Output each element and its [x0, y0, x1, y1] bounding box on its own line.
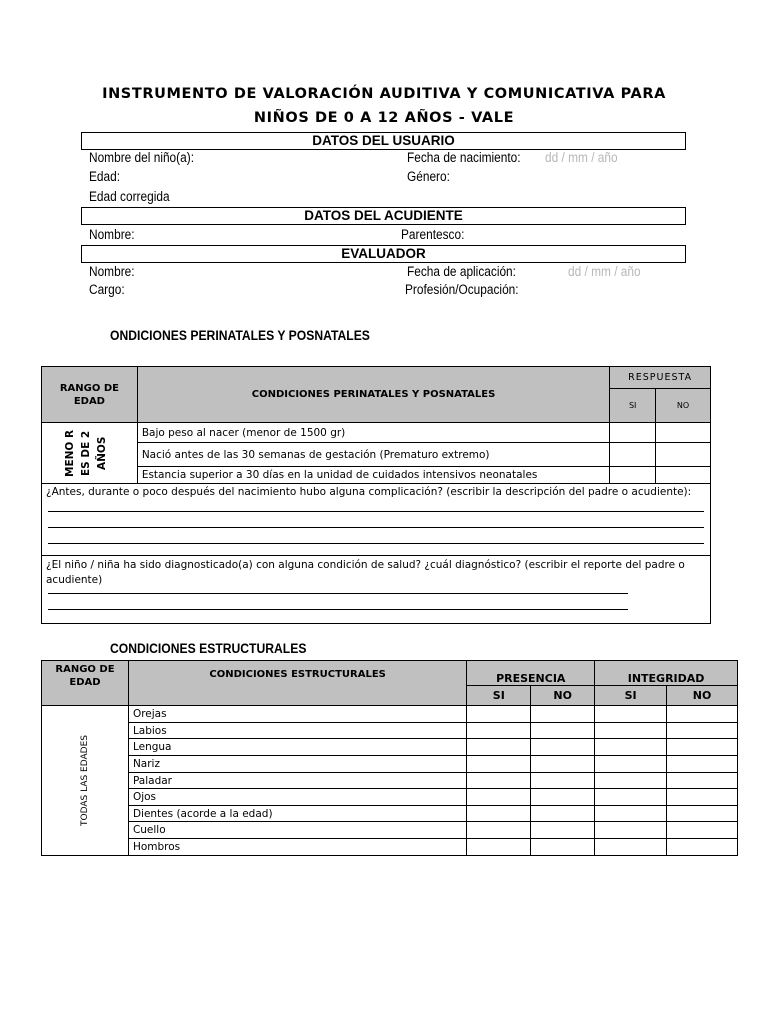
estructurales-table — [41, 660, 738, 856]
integridad-si-cell[interactable] — [595, 706, 667, 723]
integridad-si-cell[interactable] — [595, 756, 667, 773]
presencia-si-cell[interactable] — [467, 756, 531, 773]
presencia-no-cell[interactable] — [531, 706, 595, 723]
answer-no-cell[interactable] — [656, 443, 711, 467]
presencia-si-cell[interactable] — [467, 806, 531, 822]
col-no: NO — [656, 389, 711, 423]
estructura-row: Hombros — [128, 839, 466, 856]
estructura-row: Nariz — [128, 756, 466, 773]
presencia-si-cell[interactable] — [467, 723, 531, 739]
answer-no-cell[interactable] — [656, 423, 711, 443]
evaluador-nombre-label: Nombre: — [89, 264, 135, 279]
profesion-label: Profesión/Ocupación: — [405, 282, 519, 297]
integridad-si-cell[interactable] — [595, 839, 667, 856]
integridad-si-cell[interactable] — [595, 739, 667, 756]
integridad-si-cell[interactable] — [595, 773, 667, 789]
presencia-si-cell[interactable] — [467, 773, 531, 789]
perinatal-row: Nació antes de las 30 semanas de gestación (Prematuro extremo) — [137, 443, 609, 467]
integridad-no-cell[interactable] — [667, 789, 738, 806]
answer-si-cell[interactable] — [610, 467, 656, 484]
estructura-row: Paladar — [128, 773, 466, 789]
evaluador-header: EVALUADOR — [81, 245, 686, 263]
integridad-no-cell[interactable] — [667, 706, 738, 723]
edad-label: Edad: — [89, 169, 121, 184]
age-group-todas: TODAS LAS EDADES — [42, 706, 129, 856]
presencia-si-cell[interactable] — [467, 706, 531, 723]
form-title-line1: INSTRUMENTO DE VALORACIÓN AUDITIVA Y COMUNICATIVA PARA — [102, 86, 666, 102]
col-integridad-no: NO — [667, 686, 738, 706]
presencia-no-cell[interactable] — [531, 839, 595, 856]
fecha-aplicacion-field[interactable]: dd / mm / año — [568, 264, 641, 279]
nombre-nino-label: Nombre del niño(a): — [89, 150, 194, 165]
perinatal-row: Bajo peso al nacer (menor de 1500 gr) — [137, 423, 609, 443]
col-condiciones: CONDICIONES PERINATALES Y POSNATALES — [137, 367, 609, 423]
presencia-si-cell[interactable] — [467, 739, 531, 756]
col-presencia-no: NO — [531, 686, 595, 706]
parentesco-label: Parentesco: — [401, 227, 465, 242]
integridad-si-cell[interactable] — [595, 806, 667, 822]
col-condiciones-estructurales: CONDICIONES ESTRUCTURALES — [128, 661, 466, 706]
col-rango-edad: RANGO DE EDAD — [42, 367, 138, 423]
integridad-si-cell[interactable] — [595, 723, 667, 739]
answer-si-cell[interactable] — [610, 423, 656, 443]
col-presencia-si: SI — [467, 686, 531, 706]
cargo-label: Cargo: — [89, 282, 125, 297]
col-rango-edad: RANGO DE EDAD — [42, 661, 129, 706]
genero-label: Género: — [407, 169, 450, 184]
fecha-nacimiento-label: Fecha de nacimiento: — [407, 150, 521, 165]
form-title-line2: NIÑOS DE 0 A 12 AÑOS - VALE — [253, 110, 515, 126]
presencia-no-cell[interactable] — [531, 789, 595, 806]
presencia-no-cell[interactable] — [531, 739, 595, 756]
answer-no-cell[interactable] — [656, 467, 711, 484]
edad-corregida-label: Edad corregida — [89, 189, 170, 204]
presencia-si-cell[interactable] — [467, 822, 531, 839]
estructura-row: Lengua — [128, 739, 466, 756]
col-respuesta: RESPUESTA — [610, 367, 711, 389]
presencia-no-cell[interactable] — [531, 756, 595, 773]
diagnostico-question[interactable]: ¿El niño / niña ha sido diagnosticado(a) con alguna condición de salud? ¿cuál diagnóstico? (escribir el reporte del padre o acudiente) — [42, 556, 711, 624]
estructurales-section-title: CONDICIONES ESTRUCTURALES — [110, 641, 307, 656]
integridad-si-cell[interactable] — [595, 822, 667, 839]
integridad-si-cell[interactable] — [595, 789, 667, 806]
col-si: SI — [610, 389, 656, 423]
integridad-no-cell[interactable] — [667, 723, 738, 739]
estructura-row: Dientes (acorde a la edad) — [128, 806, 466, 822]
perinatal-table — [41, 366, 711, 624]
fecha-nacimiento-field[interactable]: dd / mm / año — [545, 150, 618, 165]
fecha-aplicacion-label: Fecha de aplicación: — [407, 264, 516, 279]
presencia-no-cell[interactable] — [531, 822, 595, 839]
presencia-no-cell[interactable] — [531, 723, 595, 739]
perinatal-row: Estancia superior a 30 días en la unidad de cuidados intensivos neonatales — [137, 467, 609, 484]
col-integridad-si: SI — [595, 686, 667, 706]
integridad-no-cell[interactable] — [667, 773, 738, 789]
estructura-row: Labios — [128, 723, 466, 739]
acudiente-nombre-label: Nombre: — [89, 227, 135, 242]
estructura-row: Cuello — [128, 822, 466, 839]
presencia-si-cell[interactable] — [467, 789, 531, 806]
datos-usuario-header: DATOS DEL USUARIO — [81, 132, 686, 150]
answer-si-cell[interactable] — [610, 443, 656, 467]
integridad-no-cell[interactable] — [667, 756, 738, 773]
presencia-no-cell[interactable] — [531, 773, 595, 789]
col-integridad: INTEGRIDAD — [595, 661, 738, 686]
perinatal-section-title: ONDICIONES PERINATALES Y POSNATALES — [110, 328, 370, 343]
integridad-no-cell[interactable] — [667, 806, 738, 822]
presencia-si-cell[interactable] — [467, 839, 531, 856]
integridad-no-cell[interactable] — [667, 739, 738, 756]
col-presencia: PRESENCIA — [467, 661, 595, 686]
presencia-no-cell[interactable] — [531, 806, 595, 822]
complicacion-question[interactable]: ¿Antes, durante o poco después del nacimiento hubo alguna complicación? (escribir la descripción del padre o acudiente): — [42, 484, 711, 556]
datos-acudiente-header: DATOS DEL ACUDIENTE — [81, 207, 686, 225]
estructura-row: Orejas — [128, 706, 466, 723]
estructura-row: Ojos — [128, 789, 466, 806]
integridad-no-cell[interactable] — [667, 822, 738, 839]
integridad-no-cell[interactable] — [667, 839, 738, 856]
age-group-menores-2: MENO R ES DE 2 AÑOS — [42, 423, 138, 484]
